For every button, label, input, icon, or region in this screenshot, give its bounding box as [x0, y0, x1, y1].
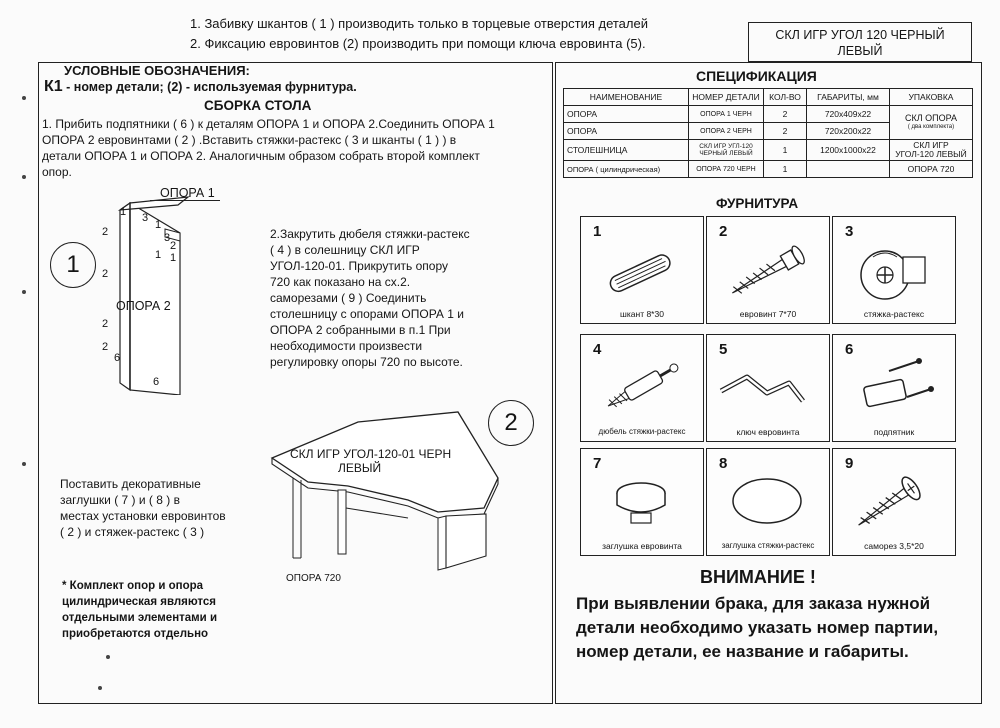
hardware-num: 4 — [593, 341, 602, 358]
footnote-line: приобретаются отдельно — [62, 628, 209, 640]
spec-cell-size: 720х409х22 — [807, 106, 890, 123]
step2-circle: 2 — [488, 400, 534, 446]
part-mark: 6 — [114, 352, 121, 364]
desk-label-2: ЛЕВЫЙ — [338, 461, 382, 475]
spec-cell-size — [807, 161, 890, 178]
legend-title: УСЛОВНЫЕ ОБОЗНАЧЕНИЯ: — [64, 63, 250, 78]
hardware-item-screw-cap — [580, 448, 704, 556]
warning-text — [576, 592, 938, 664]
step2-line: ОПОРА 2 собранными в п.1 При — [270, 323, 451, 337]
spec-row — [564, 161, 973, 178]
part-mark: 1 — [120, 206, 127, 218]
hardware-num: 3 — [845, 223, 854, 240]
spec-table — [563, 88, 973, 178]
step1-line: 1. Прибить подпятники ( 6 ) к деталям ОПОРА 1 и ОПОРА 2.Соединить ОПОРА 1 — [42, 117, 495, 131]
spec-header-row — [564, 89, 973, 106]
caps-note-line: местах установки евровинтов — [60, 509, 226, 523]
opora1-leader — [150, 200, 220, 201]
assembly-title: СБОРКА СТОЛА — [204, 98, 312, 113]
spec-pack-1: СКЛ ОПОРА — [904, 112, 958, 123]
screw-cap-icon — [591, 467, 691, 533]
footnote — [62, 578, 217, 642]
hardware-title: ФУРНИТУРА — [716, 196, 799, 211]
hardware-caption: заглушка стяжки-растекс — [721, 541, 815, 550]
caps-note-line: заглушки ( 7 ) и ( 8 ) в — [60, 493, 180, 507]
step2-text — [270, 226, 470, 370]
step1-line: ОПОРА 2 евровинтами ( 2 ) .Вставить стяжки-растекс ( 3 и шканты ( 1 ) ) в — [42, 133, 457, 147]
legend-code: К1 — [44, 78, 63, 95]
hardware-item-cam-cap — [706, 448, 830, 556]
spec-cell-num: ОПОРА 1 ЧЕРН — [689, 106, 764, 123]
product-title-line1: СКЛ ИГР УГОЛ 120 ЧЕРНЫЙ — [775, 28, 945, 42]
part-mark: 2 — [102, 341, 109, 353]
cam-cap-icon — [717, 467, 817, 533]
step2-line: столешницу с опорами ОПОРА 1 и — [270, 307, 464, 321]
euroscrew-icon — [717, 235, 817, 305]
step1-line: детали ОПОРА 1 и ОПОРА 2. Аналогичным образом собрать второй комплект — [42, 149, 480, 163]
step2-line: необходимости произвести — [270, 339, 423, 353]
step1-circle: 1 — [50, 242, 96, 288]
spec-title: СПЕЦИФИКАЦИЯ — [696, 68, 817, 84]
hardware-caption: дюбель стяжки-растекс — [598, 427, 686, 436]
spec-header-cell: НОМЕР ДЕТАЛИ — [689, 89, 764, 106]
spec-cell-name: ОПОРА ( цилиндрическая) — [564, 161, 689, 178]
legend-line — [44, 78, 357, 96]
step2-line: регулировку опоры 720 по высоте. — [270, 355, 463, 369]
note-2: 2. Фиксацию евровинтов (2) производить при помощи ключа евровинта (5). — [190, 36, 646, 51]
step2-line: 2.Закрутить дюбеля стяжки-растекс — [270, 227, 470, 241]
opora1-label: ОПОРА 1 — [160, 186, 215, 200]
spec-row — [564, 106, 973, 123]
furniture-glide-icon — [843, 353, 943, 417]
punch-dot — [22, 175, 26, 179]
caps-note — [60, 476, 226, 540]
step2-line: УГОЛ-120-01. Прикрутить опору — [270, 259, 449, 273]
spec-pack-1-sub: ( два комплекта) — [907, 123, 955, 130]
hardware-caption: евровинт 7*70 — [739, 309, 797, 319]
caps-note-line: Поставить декоративные — [60, 477, 201, 491]
punch-dot — [98, 686, 102, 690]
part-mark: 2 — [170, 240, 177, 252]
hardware-item-key — [706, 334, 830, 442]
punch-dot — [106, 655, 110, 659]
hardware-item-self-tapping-screw — [832, 448, 956, 556]
spec-cell-pack — [890, 106, 973, 140]
hardware-caption: подпятник — [873, 427, 915, 437]
punch-dot — [22, 462, 26, 466]
step1-line: опор. — [42, 165, 72, 179]
spec-header-cell: УПАКОВКА — [890, 89, 973, 106]
hardware-caption: стяжка-растекс — [863, 309, 925, 319]
hardware-num: 7 — [593, 455, 602, 472]
desk-label-1: СКЛ ИГР УГОЛ-120-01 ЧЕРН — [290, 447, 452, 461]
spec-cell-num: СКЛ ИГР УГЛ-120 ЧЕРНЫЙ ЛЕВЫЙ — [689, 140, 764, 161]
product-title-box — [748, 22, 972, 62]
punch-dot — [22, 290, 26, 294]
footnote-line: цилиндрическая являются — [62, 596, 216, 608]
step2-line: ( 4 ) в солешницу СКЛ ИГР — [270, 243, 420, 257]
hardware-num: 6 — [845, 341, 854, 358]
hardware-num: 8 — [719, 455, 728, 472]
hardware-caption: заглушка евровинта — [602, 541, 682, 551]
hardware-caption: саморез 3,5*20 — [864, 541, 924, 551]
spec-cell-qty: 2 — [764, 106, 807, 123]
step2-line: 720 как показано на сх.2. — [270, 275, 411, 289]
spec-cell-size: 1200х1000х22 — [807, 140, 890, 161]
hardware-item-dowel — [580, 216, 704, 324]
warning-title: ВНИМАНИЕ ! — [700, 567, 816, 587]
spec-cell-num: ОПОРА 2 ЧЕРН — [689, 123, 764, 140]
hardware-num: 5 — [719, 341, 728, 358]
footnote-line: * Комплект опор и опора — [62, 580, 204, 592]
spec-cell-name: ОПОРА — [564, 106, 689, 123]
spec-header-cell: НАИМЕНОВАНИЕ — [564, 89, 689, 106]
hex-key-icon — [717, 353, 817, 417]
spec-cell-num: ОПОРА 720 ЧЕРН — [689, 161, 764, 178]
hardware-item-euroscrew — [706, 216, 830, 324]
opora720-label: ОПОРА 720 — [286, 573, 341, 584]
hardware-item-glide — [832, 334, 956, 442]
hardware-num: 2 — [719, 223, 728, 240]
part-mark: 6 — [153, 376, 160, 388]
hardware-item-cam-lock — [832, 216, 956, 324]
spec-pack-3: ОПОРА 720 — [890, 161, 973, 178]
hardware-caption: ключ евровинта — [736, 427, 800, 437]
punch-dot — [22, 96, 26, 100]
spec-cell-qty: 2 — [764, 123, 807, 140]
spec-cell-name: СТОЛЕШНИЦА — [564, 140, 689, 161]
spec-cell-qty: 1 — [764, 140, 807, 161]
spec-row — [564, 140, 973, 161]
step1-text — [42, 116, 495, 180]
part-mark: 2 — [102, 268, 109, 280]
hardware-item-cam-dowel — [580, 334, 704, 442]
part-mark: 1 — [170, 252, 177, 264]
cam-lock-icon — [843, 235, 943, 305]
spec-header-cell: КОЛ-ВО — [764, 89, 807, 106]
spec-header-cell: ГАБАРИТЫ, мм — [807, 89, 890, 106]
corner-desk-drawing — [268, 408, 528, 578]
product-title-line2: ЛЕВЫЙ — [837, 44, 883, 58]
spec-cell-qty: 1 — [764, 161, 807, 178]
dowel-icon — [591, 235, 691, 305]
part-mark: 1 — [155, 249, 162, 261]
part-mark: 2 — [102, 318, 109, 330]
spec-cell-size: 720х200х22 — [807, 123, 890, 140]
part-mark: 1 — [155, 219, 162, 231]
note-1: 1. Забивку шкантов ( 1 ) производить только в торцевые отверстия деталей — [190, 16, 648, 31]
spec-pack-2: СКЛ ИГР УГОЛ-120 ЛЕВЫЙ — [890, 140, 973, 161]
warning-line: детали необходимо указать номер партии, — [576, 618, 939, 637]
cam-dowel-icon — [591, 353, 691, 417]
legend-text: - номер детали; (2) - используемая фурнитура. — [62, 80, 357, 94]
step2-line: саморезами ( 9 ) Соединить — [270, 291, 427, 305]
hardware-num: 9 — [845, 455, 854, 472]
part-mark: 3 — [142, 212, 149, 224]
part-mark: 2 — [102, 226, 109, 238]
warning-line: номер детали, ее название и габариты. — [576, 642, 909, 661]
spec-cell-name: ОПОРА — [564, 123, 689, 140]
opora2-label: ОПОРА 2 — [116, 299, 171, 313]
warning-line: При выявлении брака, для заказа нужной — [576, 594, 931, 613]
self-tapping-screw-icon — [843, 467, 943, 533]
part-mark: 3 — [164, 232, 171, 244]
footnote-line: отдельными элементами и — [62, 612, 218, 624]
caps-note-line: ( 2 ) и стяжек-растекс ( 3 ) — [60, 525, 205, 539]
hardware-num: 1 — [593, 223, 602, 240]
hardware-caption: шкант 8*30 — [620, 309, 664, 319]
